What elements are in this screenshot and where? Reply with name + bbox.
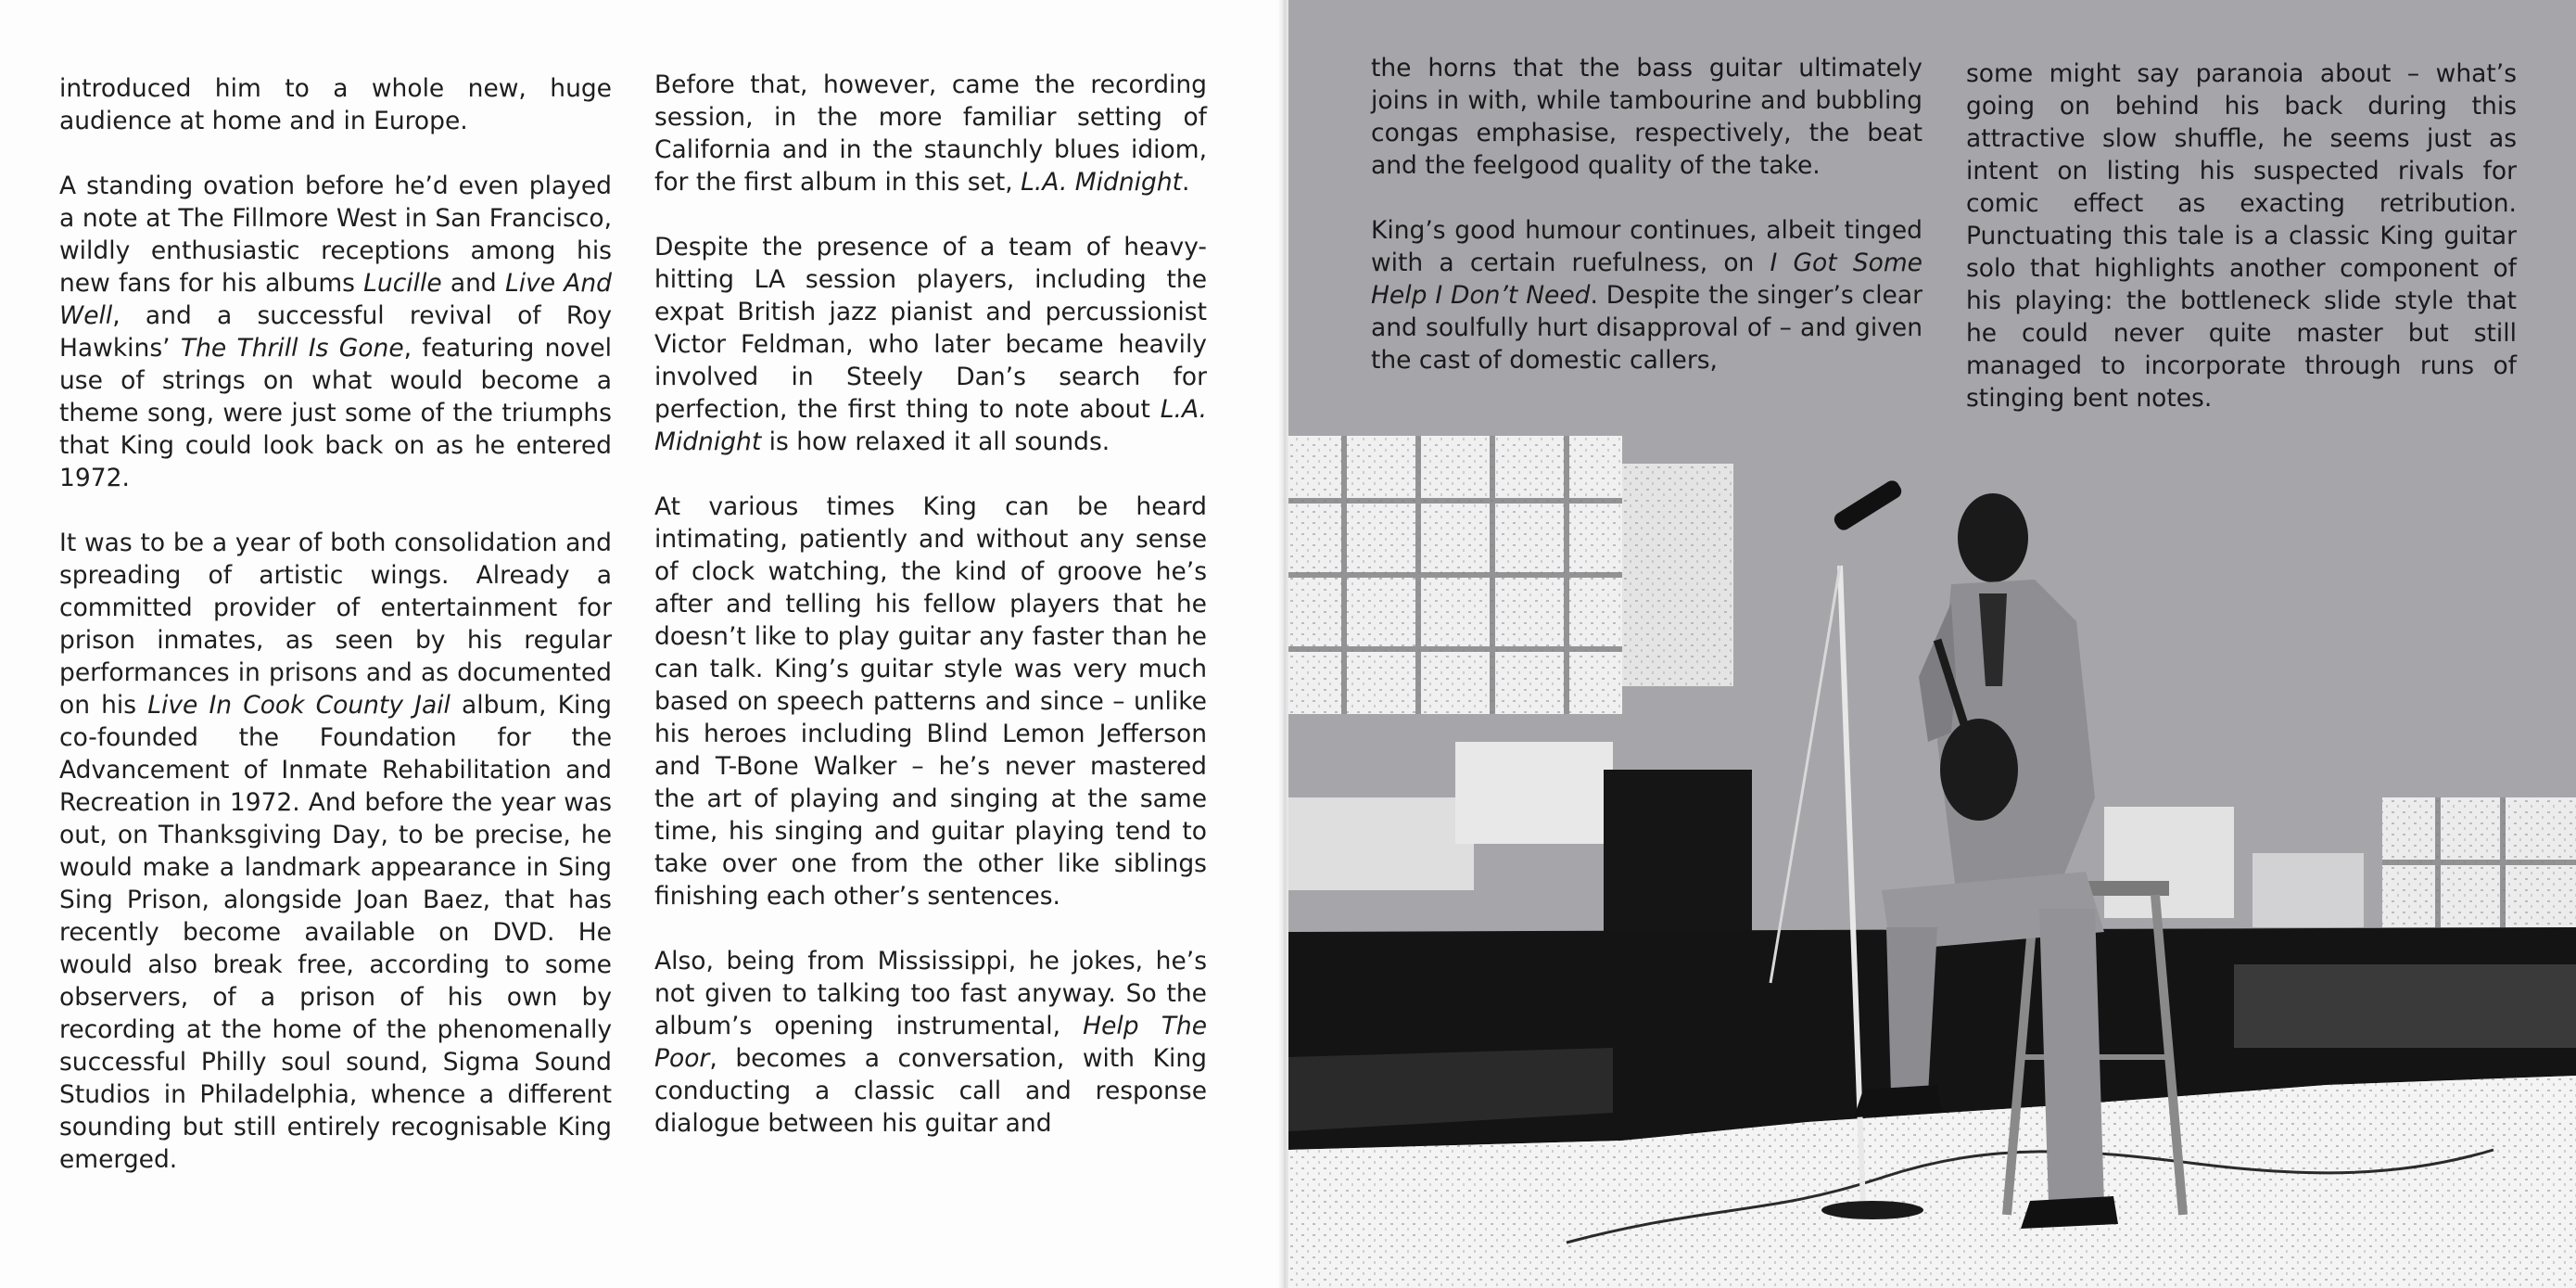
concert-photo bbox=[1288, 408, 2576, 1288]
album-title: Live And Well bbox=[59, 269, 613, 330]
paragraph: Despite the presence of a team of heavy-hitting LA session players, including the expat British jazz pianist and percussionist Victor Feldman, who later became heavily involved in Steely Dan’s search for perfection, the first thing to note about L.A. Midnight is how relaxed it all sounds. bbox=[654, 233, 1207, 456]
album-title: L.A. Midnight bbox=[1021, 168, 1183, 197]
song-title: Help The Poor bbox=[654, 1012, 1207, 1073]
text-column-4 bbox=[1966, 57, 2517, 414]
paragraph: At various times King can be heard intimating, patiently and without any sense of clock watching, the kind of groove he’s after and telling his fellow players that he doesn’t like to play guitar any faster than he can talk. King’s guitar style was very much based on speech patterns and since – unlike his heroes including Blind Lemon Jefferson and T-Bone Walker – he’s never mastered the art of playing and singing at the same time, his singing and guitar playing tend to take over one from the other like siblings finishing each other’s sentences. bbox=[654, 492, 1207, 911]
paragraph: Before that, however, came the recording session, in the more familiar setting of California and in the staunchly blues idiom, for the first album in this set, L.A. Midnight. bbox=[654, 70, 1207, 197]
paragraph: the horns that the bass guitar ultimately joins in with, while tambourine and bubbling congas emphasise, respectively, the beat and the feelgood quality of the take. bbox=[1371, 54, 1922, 180]
text-column-1 bbox=[59, 72, 612, 1176]
paragraph: King’s good humour continues, albeit tinged with a certain ruefulness, on I Got Some Help I Don’t Need. Despite the singer’s clear and soulfully hurt disapproval of – and given the cast of domestic callers, bbox=[1371, 216, 1922, 375]
paragraph: Also, being from Mississippi, he jokes, he’s not given to talking too fast anyway. So the album’s opening instrumental, Help The Poor, becomes a conversation, with King conducting a classic call and response dialogue between his guitar and bbox=[654, 947, 1207, 1138]
paragraph: It was to be a year of both consolidation and spreading of artistic wings. Already a committed provider of entertainment for prison inmates, as seen by his regular performances in prisons and as documented on his Live In Cook County Jail album, King co-founded the Foundation for the Advancement of Inmate Rehabilitation and Recreation in 1972. And before the year was out, on Thanksgiving Day, to be precise, he would make a landmark appearance in Sing Sing Prison, alongside Joan Baez, that has recently become available on DVD. He would also break free, according to some observers, of a prison of his own by recording at the home of the phenomenally successful Philly soul sound, Sigma Sound Studios in Philadelphia, whence a different sounding but still entirely recognisable King emerged. bbox=[59, 529, 612, 1174]
right-page bbox=[1288, 0, 2576, 1288]
paragraph: A standing ovation before he’d even played a note at The Fillmore West in San Francisco, wildly enthusiastic receptions among his new fans for his albums Lucille and Live And Well, and a successful revival of Roy Hawkins’ The Thrill Is Gone, featuring novel use of strings on what would become a theme song, were just some of the triumphs that King could look back on as he entered 1972. bbox=[59, 172, 613, 492]
text-column-3 bbox=[1371, 52, 1922, 376]
album-title: L.A. Midnight bbox=[654, 395, 1207, 456]
paragraph: introduced him to a whole new, huge audience at home and in Europe. bbox=[59, 74, 612, 135]
dark-panel bbox=[1604, 770, 1752, 946]
song-title: I Got Some Help I Don’t Need bbox=[1371, 249, 1922, 310]
text-column-2 bbox=[654, 69, 1207, 1140]
paragraph: some might say paranoia about – what’s going on behind his back during this attractive slow shuffle, he seems just as intent on listing his suspected rivals for comic effect as exacting retribution. Punctuating this tale is a classic King guitar solo that highlights another component of his playing: the bottleneck slide style that he could never quite master but still managed to incorporate through runs of stinging bent notes. bbox=[1966, 59, 2517, 413]
song-title: The Thrill Is Gone bbox=[180, 334, 404, 363]
piano-body bbox=[2234, 964, 2576, 1048]
album-title: Live In Cook County Jail bbox=[147, 691, 450, 720]
album-title: Lucille bbox=[363, 269, 442, 298]
